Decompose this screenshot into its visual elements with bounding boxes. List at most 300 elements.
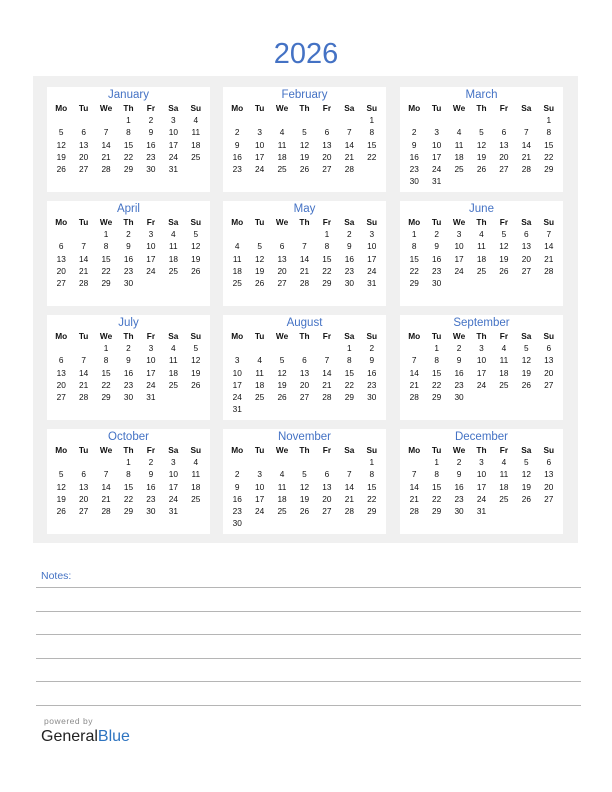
day-cell: 2 [126, 343, 131, 354]
day-grid [400, 444, 563, 517]
day-cell: 22 [367, 151, 377, 162]
day-cell: 24 [232, 391, 242, 402]
day-cell: 16 [146, 481, 156, 492]
day-cell: 5 [524, 457, 529, 468]
day-cell: 28 [409, 391, 419, 402]
day-cell: 19 [299, 493, 310, 504]
weekday-header: Mo [231, 217, 244, 227]
day-cell: 20 [499, 151, 509, 162]
day-cell: 9 [126, 241, 131, 252]
empty-cell [226, 228, 248, 240]
empty-cell [50, 342, 72, 354]
day-cell: 5 [58, 127, 64, 138]
day-cell: 18 [476, 253, 487, 264]
day-cell: 10 [432, 139, 442, 150]
weekday-header: Sa [521, 217, 532, 227]
day-cell: 2 [148, 457, 154, 468]
day-cell: 6 [58, 355, 64, 366]
day-cell: 21 [79, 379, 89, 390]
day-cell: 23 [344, 265, 354, 276]
weekday-header: Sa [168, 331, 179, 341]
day-cell: 21 [79, 265, 89, 276]
weekday-header: Mo [231, 331, 244, 341]
day-cell: 1 [369, 457, 375, 468]
day-grid [47, 330, 210, 403]
day-cell: 2 [347, 229, 352, 240]
day-cell: 28 [101, 505, 111, 516]
day-cell: 4 [257, 355, 262, 366]
day-cell: 13 [56, 253, 66, 264]
day-cell: 7 [324, 355, 330, 366]
day-cell: 25 [499, 493, 509, 504]
day-cell: 21 [344, 151, 354, 162]
day-cell: 30 [432, 277, 442, 288]
weekday-header: Th [123, 331, 134, 341]
month-february [223, 87, 386, 192]
day-cell: 15 [123, 481, 134, 492]
empty-cell [293, 342, 315, 354]
day-cell: 4 [171, 343, 176, 354]
day-cell: 6 [81, 127, 86, 138]
day-grid [47, 444, 210, 517]
day-cell: 8 [103, 241, 109, 252]
month-march [400, 87, 563, 192]
day-cell: 1 [126, 457, 131, 468]
day-cell: 15 [101, 367, 111, 378]
empty-cell [226, 342, 248, 354]
weekday-header: Su [366, 331, 378, 341]
day-cell: 1 [324, 229, 330, 240]
month-september [400, 315, 563, 420]
day-cell: 28 [79, 391, 89, 402]
day-cell: 24 [168, 493, 178, 504]
day-cell: 2 [148, 115, 154, 126]
day-cell: 3 [148, 343, 154, 354]
day-cell: 18 [454, 151, 464, 162]
day-cell: 8 [324, 241, 330, 252]
generalblue-logo [41, 728, 130, 746]
weekday-header: Mo [408, 103, 421, 113]
day-cell: 28 [521, 163, 531, 174]
day-cell: 14 [79, 367, 89, 378]
day-cell: 3 [479, 457, 484, 468]
day-cell: 21 [322, 379, 332, 390]
empty-cell [95, 114, 117, 126]
day-cell: 14 [299, 253, 310, 264]
day-cell: 12 [499, 241, 509, 252]
day-cell: 31 [168, 505, 178, 516]
weekday-header: Tu [78, 331, 89, 341]
day-cell: 27 [499, 163, 509, 174]
day-cell: 8 [434, 469, 439, 480]
month-name: September [453, 317, 510, 329]
weekday-header: Su [543, 331, 555, 341]
weekday-header: Tu [431, 103, 442, 113]
weekday-header: Tu [431, 217, 442, 227]
day-cell: 21 [544, 253, 554, 264]
day-cell: 28 [344, 505, 354, 516]
day-cell: 3 [234, 355, 240, 366]
day-cell: 16 [123, 367, 134, 378]
day-cell: 29 [432, 391, 442, 402]
day-grid [223, 216, 386, 289]
day-cell: 22 [101, 265, 111, 276]
day-cell: 17 [232, 379, 242, 390]
day-cell: 12 [56, 139, 66, 150]
weekday-header: Th [123, 217, 134, 227]
day-cell: 23 [232, 163, 242, 174]
day-cell: 13 [521, 241, 531, 252]
day-cell: 3 [148, 229, 154, 240]
day-cell: 26 [476, 163, 487, 174]
day-cell: 12 [299, 139, 310, 150]
weekday-header: Th [299, 103, 310, 113]
notes-label: Notes: [41, 570, 72, 582]
day-cell: 26 [277, 391, 287, 402]
day-cell: 25 [277, 163, 287, 174]
day-cell: 23 [123, 379, 134, 390]
day-cell: 19 [476, 151, 487, 162]
day-cell: 9 [456, 355, 462, 366]
empty-cell [293, 456, 315, 468]
day-cell: 3 [171, 457, 176, 468]
empty-cell [293, 228, 315, 240]
day-cell: 3 [171, 115, 176, 126]
month-may [223, 201, 386, 306]
note-line [36, 705, 581, 706]
day-cell: 29 [101, 277, 111, 288]
day-cell: 30 [454, 391, 464, 402]
day-cell: 28 [409, 505, 419, 516]
day-cell: 20 [56, 265, 66, 276]
weekday-header: Fr [499, 217, 509, 227]
day-cell: 10 [146, 241, 156, 252]
day-cell: 10 [168, 469, 178, 480]
day-cell: 2 [234, 469, 240, 480]
day-cell: 8 [411, 241, 417, 252]
day-cell: 16 [232, 151, 242, 162]
day-cell: 23 [146, 151, 156, 162]
weekday-header: Fr [146, 445, 156, 455]
day-cell: 31 [232, 404, 242, 415]
weekday-header: We [452, 217, 466, 227]
day-cell: 27 [299, 391, 310, 402]
weekday-header: Fr [322, 331, 332, 341]
day-cell: 12 [56, 481, 66, 492]
day-cell: 23 [123, 265, 134, 276]
weekday-header: Su [366, 445, 378, 455]
day-cell: 3 [456, 229, 462, 240]
month-april [47, 201, 210, 306]
day-cell: 11 [255, 367, 264, 378]
day-cell: 11 [499, 469, 509, 480]
day-cell: 20 [277, 265, 287, 276]
month-august [223, 315, 386, 420]
day-cell: 18 [277, 493, 287, 504]
day-cell: 12 [521, 355, 531, 366]
day-cell: 4 [193, 457, 199, 468]
weekday-header: Fr [499, 103, 509, 113]
weekday-header: Su [190, 445, 202, 455]
empty-cell [95, 456, 117, 468]
day-cell: 18 [168, 253, 178, 264]
day-cell: 24 [146, 379, 156, 390]
empty-cell [403, 456, 425, 468]
day-cell: 22 [123, 151, 134, 162]
day-cell: 19 [255, 265, 265, 276]
weekday-header: Fr [499, 445, 509, 455]
day-cell: 14 [79, 253, 89, 264]
day-cell: 20 [322, 493, 332, 504]
day-cell: 9 [234, 481, 240, 492]
empty-cell [271, 456, 293, 468]
day-cell: 27 [277, 277, 287, 288]
weekday-header: We [99, 217, 113, 227]
day-cell: 13 [322, 481, 332, 492]
day-cell: 4 [501, 457, 507, 468]
day-cell: 27 [322, 163, 332, 174]
day-cell: 21 [101, 151, 111, 162]
day-cell: 23 [232, 505, 242, 516]
day-cell: 29 [432, 505, 442, 516]
weekday-header: We [99, 103, 113, 113]
weekday-header: Sa [344, 217, 355, 227]
day-cell: 13 [322, 139, 332, 150]
day-cell: 17 [454, 253, 464, 264]
day-cell: 29 [101, 391, 111, 402]
day-cell: 20 [299, 379, 310, 390]
powered-by-text: powered by [44, 716, 93, 726]
day-cell: 26 [521, 493, 531, 504]
day-cell: 25 [499, 379, 509, 390]
month-name: June [469, 203, 494, 215]
day-cell: 12 [191, 241, 201, 252]
day-cell: 27 [544, 379, 554, 390]
weekday-header: Sa [168, 103, 179, 113]
day-cell: 11 [232, 253, 242, 264]
month-name: July [118, 317, 139, 329]
day-cell: 13 [499, 139, 509, 150]
day-cell: 2 [369, 343, 375, 354]
weekday-header: Fr [322, 445, 332, 455]
day-cell: 29 [409, 277, 419, 288]
day-cell: 10 [232, 367, 242, 378]
month-name: August [286, 317, 323, 329]
day-cell: 22 [409, 265, 419, 276]
day-cell: 29 [344, 391, 354, 402]
day-cell: 18 [191, 481, 201, 492]
day-cell: 10 [255, 481, 265, 492]
month-name: March [465, 89, 498, 101]
day-cell: 11 [499, 355, 509, 366]
empty-cell [316, 114, 338, 126]
weekday-header: Th [476, 217, 487, 227]
day-cell: 25 [277, 505, 287, 516]
day-cell: 9 [456, 469, 462, 480]
day-cell: 18 [168, 367, 178, 378]
day-cell: 23 [432, 265, 442, 276]
day-cell: 30 [232, 518, 242, 529]
weekday-header: Sa [521, 331, 532, 341]
day-cell: 9 [434, 241, 439, 252]
weekday-header: We [275, 331, 289, 341]
day-cell: 5 [279, 355, 285, 366]
weekday-header: We [99, 331, 113, 341]
empty-cell [493, 114, 515, 126]
day-cell: 17 [146, 367, 156, 378]
empty-cell [403, 114, 425, 126]
day-cell: 9 [148, 469, 154, 480]
day-cell: 14 [101, 139, 111, 150]
empty-cell [72, 228, 94, 240]
weekday-header: Su [543, 103, 555, 113]
day-cell: 10 [255, 139, 265, 150]
day-cell: 24 [168, 151, 178, 162]
day-cell: 20 [521, 253, 531, 264]
weekday-header: We [452, 331, 466, 341]
weekday-header: We [452, 103, 466, 113]
day-cell: 26 [56, 505, 66, 516]
weekday-header: Tu [254, 331, 265, 341]
day-cell: 2 [234, 127, 240, 138]
weekday-header: Mo [231, 445, 244, 455]
day-cell: 17 [168, 139, 178, 150]
empty-cell [271, 114, 293, 126]
day-cell: 13 [299, 367, 310, 378]
empty-cell [338, 456, 360, 468]
day-cell: 9 [126, 355, 131, 366]
day-cell: 10 [476, 355, 487, 366]
day-cell: 17 [476, 481, 487, 492]
brand-general: General [41, 728, 98, 745]
day-cell: 19 [521, 481, 531, 492]
weekday-header: Th [299, 217, 310, 227]
day-cell: 17 [255, 493, 265, 504]
weekday-header: Tu [78, 217, 89, 227]
weekday-header: Sa [168, 217, 179, 227]
day-cell: 19 [56, 493, 66, 504]
month-july [47, 315, 210, 420]
day-cell: 9 [234, 139, 240, 150]
day-cell: 16 [344, 253, 354, 264]
day-cell: 4 [279, 127, 285, 138]
day-cell: 31 [476, 505, 487, 516]
day-cell: 21 [409, 379, 419, 390]
day-cell: 10 [454, 241, 464, 252]
day-cell: 22 [544, 151, 554, 162]
day-cell: 9 [347, 241, 352, 252]
day-cell: 14 [344, 139, 354, 150]
empty-cell [316, 456, 338, 468]
day-cell: 29 [123, 163, 134, 174]
weekday-header: Su [543, 445, 555, 455]
day-cell: 15 [123, 139, 134, 150]
empty-cell [248, 228, 270, 240]
empty-cell [248, 342, 270, 354]
day-cell: 5 [302, 127, 307, 138]
day-cell: 13 [277, 253, 287, 264]
day-cell: 8 [369, 127, 375, 138]
weekday-header: Fr [146, 331, 156, 341]
day-cell: 2 [456, 343, 462, 354]
day-cell: 22 [432, 493, 442, 504]
day-cell: 26 [255, 277, 265, 288]
weekday-header: Sa [521, 445, 532, 455]
day-cell: 21 [409, 493, 419, 504]
day-cell: 25 [168, 379, 178, 390]
day-cell: 7 [347, 127, 352, 138]
day-cell: 8 [347, 355, 352, 366]
day-cell: 16 [432, 253, 442, 264]
weekday-header: Fr [322, 103, 332, 113]
day-cell: 29 [544, 163, 554, 174]
day-grid [400, 330, 563, 403]
day-cell: 28 [544, 265, 554, 276]
day-cell: 19 [299, 151, 310, 162]
month-name: February [281, 89, 328, 101]
empty-cell [338, 114, 360, 126]
day-cell: 6 [546, 457, 552, 468]
day-cell: 22 [322, 265, 332, 276]
day-cell: 14 [101, 481, 111, 492]
day-cell: 17 [476, 367, 487, 378]
day-cell: 26 [299, 505, 310, 516]
day-cell: 10 [476, 469, 487, 480]
day-cell: 18 [499, 367, 509, 378]
day-cell: 1 [546, 115, 552, 126]
day-cell: 14 [322, 367, 332, 378]
day-cell: 25 [476, 265, 487, 276]
weekday-header: We [99, 445, 113, 455]
weekday-header: Th [476, 103, 487, 113]
day-cell: 1 [434, 343, 439, 354]
day-cell: 12 [521, 469, 531, 480]
day-cell: 11 [454, 139, 464, 150]
day-cell: 13 [79, 139, 89, 150]
day-cell: 27 [521, 265, 531, 276]
day-cell: 4 [456, 127, 462, 138]
day-cell: 4 [171, 229, 176, 240]
year-title: 2026 [273, 38, 339, 70]
day-cell: 20 [79, 493, 89, 504]
day-cell: 20 [79, 151, 89, 162]
weekday-header: Sa [344, 331, 355, 341]
day-grid [400, 102, 563, 187]
day-cell: 1 [369, 115, 375, 126]
day-cell: 18 [499, 481, 509, 492]
day-cell: 24 [367, 265, 377, 276]
day-cell: 15 [432, 367, 442, 378]
day-cell: 29 [367, 505, 377, 516]
day-cell: 7 [524, 127, 529, 138]
day-cell: 3 [479, 343, 484, 354]
day-cell: 1 [126, 115, 131, 126]
day-cell: 10 [168, 127, 178, 138]
empty-cell [271, 228, 293, 240]
day-cell: 14 [409, 481, 419, 492]
day-cell: 16 [232, 493, 242, 504]
day-cell: 2 [126, 229, 131, 240]
day-cell: 11 [477, 241, 486, 252]
weekday-header: Tu [254, 445, 265, 455]
month-name: October [108, 431, 149, 443]
day-cell: 24 [255, 505, 265, 516]
day-cell: 6 [501, 127, 507, 138]
day-cell: 2 [411, 127, 417, 138]
day-cell: 4 [234, 241, 240, 252]
month-name: January [108, 89, 149, 101]
day-cell: 18 [191, 139, 201, 150]
